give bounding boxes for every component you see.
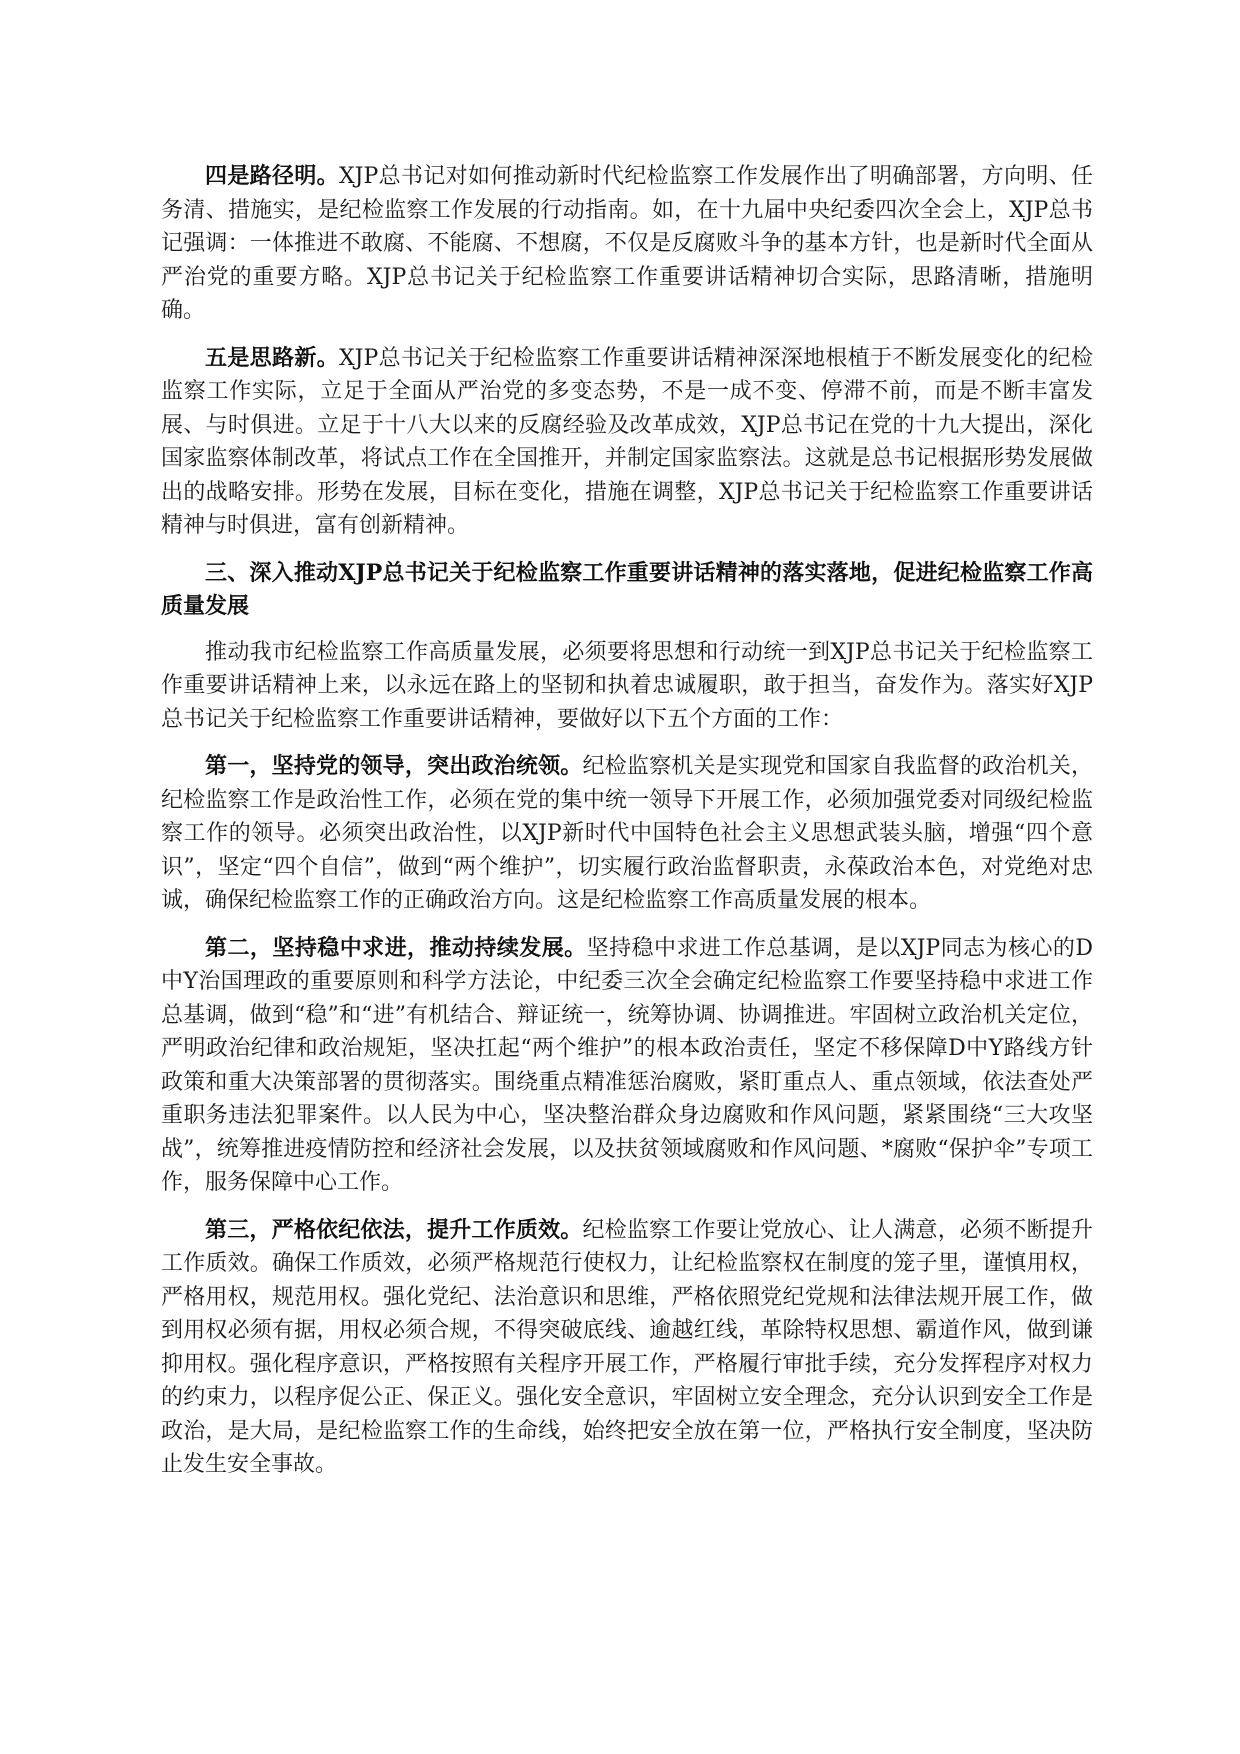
paragraph-lead: 第二，坚持稳中求进，推动持续发展。 <box>205 934 587 961</box>
paragraph-new-thinking <box>161 342 1093 543</box>
paragraph-text: 纪检监察机关是实现党和国家自我监督的政治机关，纪检监察工作是政治性工作，必须在党的集中统一领导下开展工作，必须加强党委对同级纪检监察工作的领导。必须突出政治性，以XJP新时代中国特色社会主义思想武装头脑，增强“四个意识”，坚定“四个自信”，做到“两个维护”，切实履行政治监督职责，永葆政治本色，对党绝对忠诚，确保纪检监察工作的正确政治方向。这是纪检监察工作高质量发展的根本。 <box>161 754 1093 913</box>
paragraph-intro <box>161 636 1093 737</box>
paragraph-first-point <box>161 750 1093 918</box>
paragraph-lead: 五是思路新。 <box>205 344 340 371</box>
paragraph-lead: 第一，坚持党的领导，突出政治统领。 <box>205 753 583 779</box>
paragraph-second-point <box>161 932 1093 1200</box>
section-heading-three: 三、深入推动XJP总书记关于纪检监察工作重要讲话精神的落实落地，促进纪检监察工作高质量发展 <box>161 559 1093 619</box>
paragraph-lead: 四是路径明。 <box>205 163 340 189</box>
paragraph-text: XJP总书记关于纪检监察工作重要讲话精神深深地根植于不断发展变化的纪检监察工作实际，立足于全面从严治党的多变态势，不是一成不变、停滞不前，而是不断丰富发展、与时俱进。立足于十八大以来的反腐经验及改革成效，XJP总书记在党的十九大提出，深化国家监察体制改革，将试点工作在全国推开，并制定国家监察法。这就是总书记根据形势发展做出的战略安排。形势在发展，目标在变化，措施在调整，XJP总书记关于纪检监察工作重要讲话精神与时俱进，富有创新精神。 <box>161 345 1093 538</box>
document-page <box>161 160 1093 1496</box>
paragraph-text: 推动我市纪检监察工作高质量发展，必须要将思想和行动统一到XJP总书记关于纪检监察工作重要讲话精神上来，以永远在路上的坚韧和执着忠诚履职，敢于担当，奋发作为。落实好XJP总书记关于纪检监察工作重要讲话精神，要做好以下五个方面的工作： <box>161 639 1093 732</box>
paragraph-text: 坚持稳中求进工作总基调，是以XJP同志为核心的D中Y治国理政的重要原则和科学方法论，中纪委三次全会确定纪检监察工作要坚持稳中求进工作总基调，做到“稳”和“进”有机结合、辩证统一，统筹协调、协调推进。牢固树立政治机关定位，严明政治纪律和政治规矩，坚决扛起“两个维护”的根本政治责任，坚定不移保障D中Y路线方针政策和重大决策部署的贯彻落实。围绕重点精准惩治腐败，紧盯重点人、重点领域，依法查处严重职务违法犯罪案件。以人民为中心，坚决整治群众身边腐败和作风问题，紧紧围绕“三大攻坚战”，统筹推进疫情防控和经济社会发展，以及扶贫领域腐败和作风问题、*腐败“保护伞”专项工作，服务保障中心工作。 <box>161 935 1093 1195</box>
paragraph-third-point <box>161 1214 1093 1482</box>
paragraph-text: 纪检监察工作要让党放心、让人满意，必须不断提升工作质效。确保工作质效，必须严格规范行使权力，让纪检监察权在制度的笼子里，谨慎用权，严格用权，规范用权。强化党纪、法治意识和思维，严格依照党纪党规和法律法规开展工作，做到用权必须有据，用权必须合规，不得突破底线、逾越红线，革除特权思想、霸道作风，做到谦抑用权。强化程序意识，严格按照有关程序开展工作，严格履行审批手续，充分发挥程序对权力的约束力，以程序促公正、保正义。强化安全意识，牢固树立安全理念，充分认识到安全工作是政治，是大局，是纪检监察工作的生命线，始终把安全放在第一位，严格执行安全制度，坚决防止发生安全事故。 <box>161 1217 1093 1477</box>
paragraph-text: XJP总书记对如何推动新时代纪检监察工作发展作出了明确部署，方向明、任务清、措施实，是纪检监察工作发展的行动指南。如，在十九届中央纪委四次全会上，XJP总书记强调：一体推进不敢腐、不能腐、不想腐，不仅是反腐败斗争的基本方针，也是新时代全面从严治党的重要方略。XJP总书记关于纪检监察工作重要讲话精神切合实际，思路清晰，措施明确。 <box>161 164 1093 323</box>
paragraph-lead: 第三，严格依纪依法，提升工作质效。 <box>205 1216 583 1243</box>
paragraph-path-clear <box>161 160 1093 328</box>
